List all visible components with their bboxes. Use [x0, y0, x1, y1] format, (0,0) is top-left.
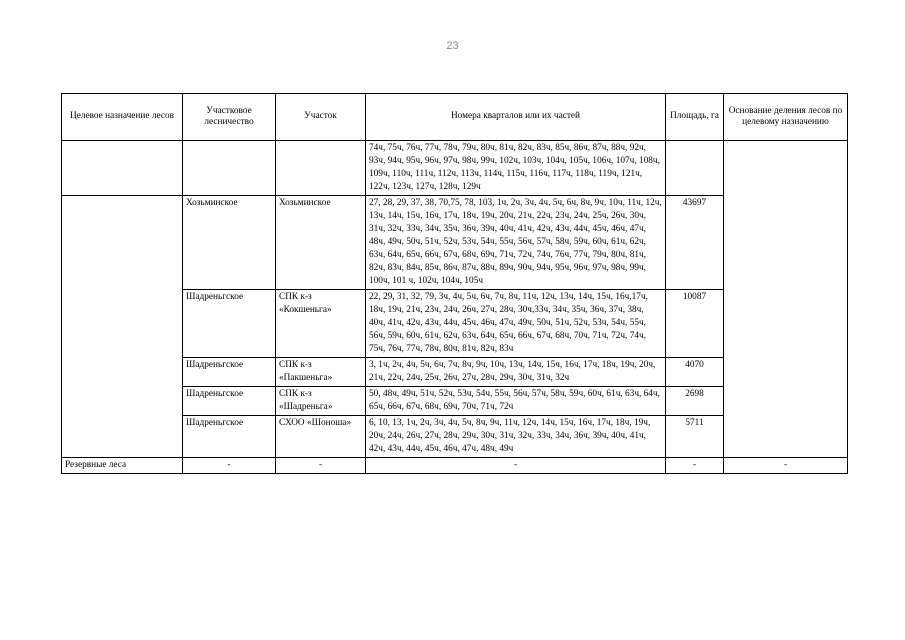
cell-purpose: Резервные леса: [62, 458, 183, 474]
cell-site: Хозьминское: [276, 196, 366, 290]
page-number: 23: [446, 40, 459, 52]
cell-basis: [724, 141, 848, 196]
cell-site: СПК к-з «Пакшеньга»: [276, 358, 366, 387]
cell-district: Шадреньгское: [183, 416, 276, 458]
forest-purpose-table: [61, 93, 848, 474]
header-basis: Основание деления лесов по целевому назначению: [724, 94, 848, 141]
cell-area: 2698: [666, 387, 724, 416]
cell-site: СПК к-з «Кокшеньга»: [276, 290, 366, 358]
table-row-continuation: [62, 141, 848, 196]
cell-district: Шадреньгское: [183, 358, 276, 387]
cell-quarters: 50, 48ч, 49ч, 51ч, 52ч, 53ч, 54ч, 55ч, 56ч, 57ч, 58ч, 59ч, 60ч, 61ч, 63ч, 64ч, 65ч, 66ч, 67ч, 68ч, 69ч, 70ч, 71ч, 72ч: [366, 387, 666, 416]
cell-quarters: 27, 28, 29, 37, 38, 70,75, 78, 103, 1ч, 2ч, 3ч, 4ч, 5ч, 6ч, 8ч, 9ч, 10ч, 11ч, 12ч, 13ч, 14ч, 15ч, 16ч, 17ч, 18ч, 19ч, 20ч, 21ч, 22ч, 23ч, 24ч, 25ч, 26ч, 30ч, 31ч, 32ч, 33ч, 34ч, 35ч, 36ч, 39ч, 40ч, 41ч, 42ч, 43ч, 44ч, 45ч, 46ч, 47ч, 48ч, 49ч, 50ч, 51ч, 52ч, 53ч, 54ч, 55ч, 56ч, 57ч, 58ч, 59ч, 60ч, 61ч, 62ч, 63ч, 64ч, 65ч, 66ч, 67ч, 68ч, 69ч, 71ч, 72ч, 74ч, 76ч, 77ч, 79ч, 80ч, 81ч, 82ч, 83ч, 84ч, 85ч, 86ч, 87ч, 88ч, 89ч, 90ч, 94ч, 95ч, 96ч, 97ч, 98ч, 99ч, 100ч, 101 ч, 102ч, 104ч, 105ч: [366, 196, 666, 290]
cell-quarters: 6, 10, 13, 1ч, 2ч, 3ч, 4ч, 5ч, 8ч, 9ч, 11ч, 12ч, 14ч, 15ч, 16ч, 17ч, 18ч, 19ч, 20ч, 24ч, 26ч, 27ч, 28ч, 29ч, 30ч, 31ч, 32ч, 33ч, 34ч, 36ч, 39ч, 40ч, 41ч, 42ч, 43ч, 44ч, 45ч, 46ч, 47ч, 48ч, 49ч: [366, 416, 666, 458]
header-area: Площадь, га: [666, 94, 724, 141]
table-row-reserve: [62, 458, 848, 474]
cell-site: [276, 141, 366, 196]
cell-quarters: 22, 29, 31, 32, 79, 3ч, 4ч, 5ч, 6ч, 7ч, 8ч, 11ч, 12ч, 13ч, 14ч, 15ч, 16ч,17ч, 18ч, 19ч, 21ч, 23ч, 24ч, 26ч, 27ч, 28ч, 30ч,33ч, 34ч, 35ч, 36ч, 37ч, 38ч, 40ч, 41ч, 42ч, 43ч, 44ч, 45ч, 46ч, 47ч, 49ч, 50ч, 51ч, 52ч, 53ч, 54ч, 55ч, 56ч, 59ч, 60ч, 61ч, 62ч, 63ч, 64ч, 65ч, 66ч, 67ч, 68ч, 70ч, 71ч, 72ч, 74ч, 75ч, 76ч, 77ч, 78ч, 80ч, 81ч, 82ч, 83ч: [366, 290, 666, 358]
cell-purpose: [62, 141, 183, 196]
cell-area: -: [666, 458, 724, 474]
cell-area: 5711: [666, 416, 724, 458]
cell-area: 4070: [666, 358, 724, 387]
cell-district: [183, 141, 276, 196]
cell-quarters: 3, 1ч, 2ч, 4ч, 5ч, 6ч, 7ч, 8ч, 9ч, 10ч, 13ч, 14ч, 15ч, 16ч, 17ч, 18ч, 19ч, 20ч, 21ч, 22ч, 24ч, 25ч, 26ч, 27ч, 28ч, 29ч, 30ч, 31ч, 32ч: [366, 358, 666, 387]
cell-area: 10087: [666, 290, 724, 358]
cell-quarters: -: [366, 458, 666, 474]
cell-area: 43697: [666, 196, 724, 290]
cell-district: -: [183, 458, 276, 474]
cell-district: Хозьминское: [183, 196, 276, 290]
cell-site: -: [276, 458, 366, 474]
cell-site: СХОО «Шоноша»: [276, 416, 366, 458]
cell-district: Шадреньгское: [183, 387, 276, 416]
cell-area: [666, 141, 724, 196]
cell-basis: [724, 196, 848, 458]
table-row: [62, 196, 848, 290]
cell-quarters: 74ч, 75ч, 76ч, 77ч, 78ч, 79ч, 80ч, 81ч, 82ч, 83ч, 85ч, 86ч, 87ч, 88ч, 92ч, 93ч, 94ч, 95ч, 96ч, 97ч, 98ч, 99ч, 102ч, 103ч, 104ч, 105ч, 106ч, 107ч, 108ч, 109ч, 110ч, 111ч, 112ч, 113ч, 114ч, 115ч, 116ч, 117ч, 118ч, 119ч, 121ч, 122ч, 123ч, 127ч, 128ч, 129ч: [366, 141, 666, 196]
cell-site: СПК к-з «Шадреньга»: [276, 387, 366, 416]
header-quarters: Номера кварталов или их частей: [366, 94, 666, 141]
cell-purpose: [62, 196, 183, 458]
cell-basis: -: [724, 458, 848, 474]
header-district: Участковое лесничество: [183, 94, 276, 141]
header-purpose: Целевое назначение лесов: [62, 94, 183, 141]
cell-district: Шадреньгское: [183, 290, 276, 358]
header-row: [62, 94, 848, 141]
header-site: Участок: [276, 94, 366, 141]
